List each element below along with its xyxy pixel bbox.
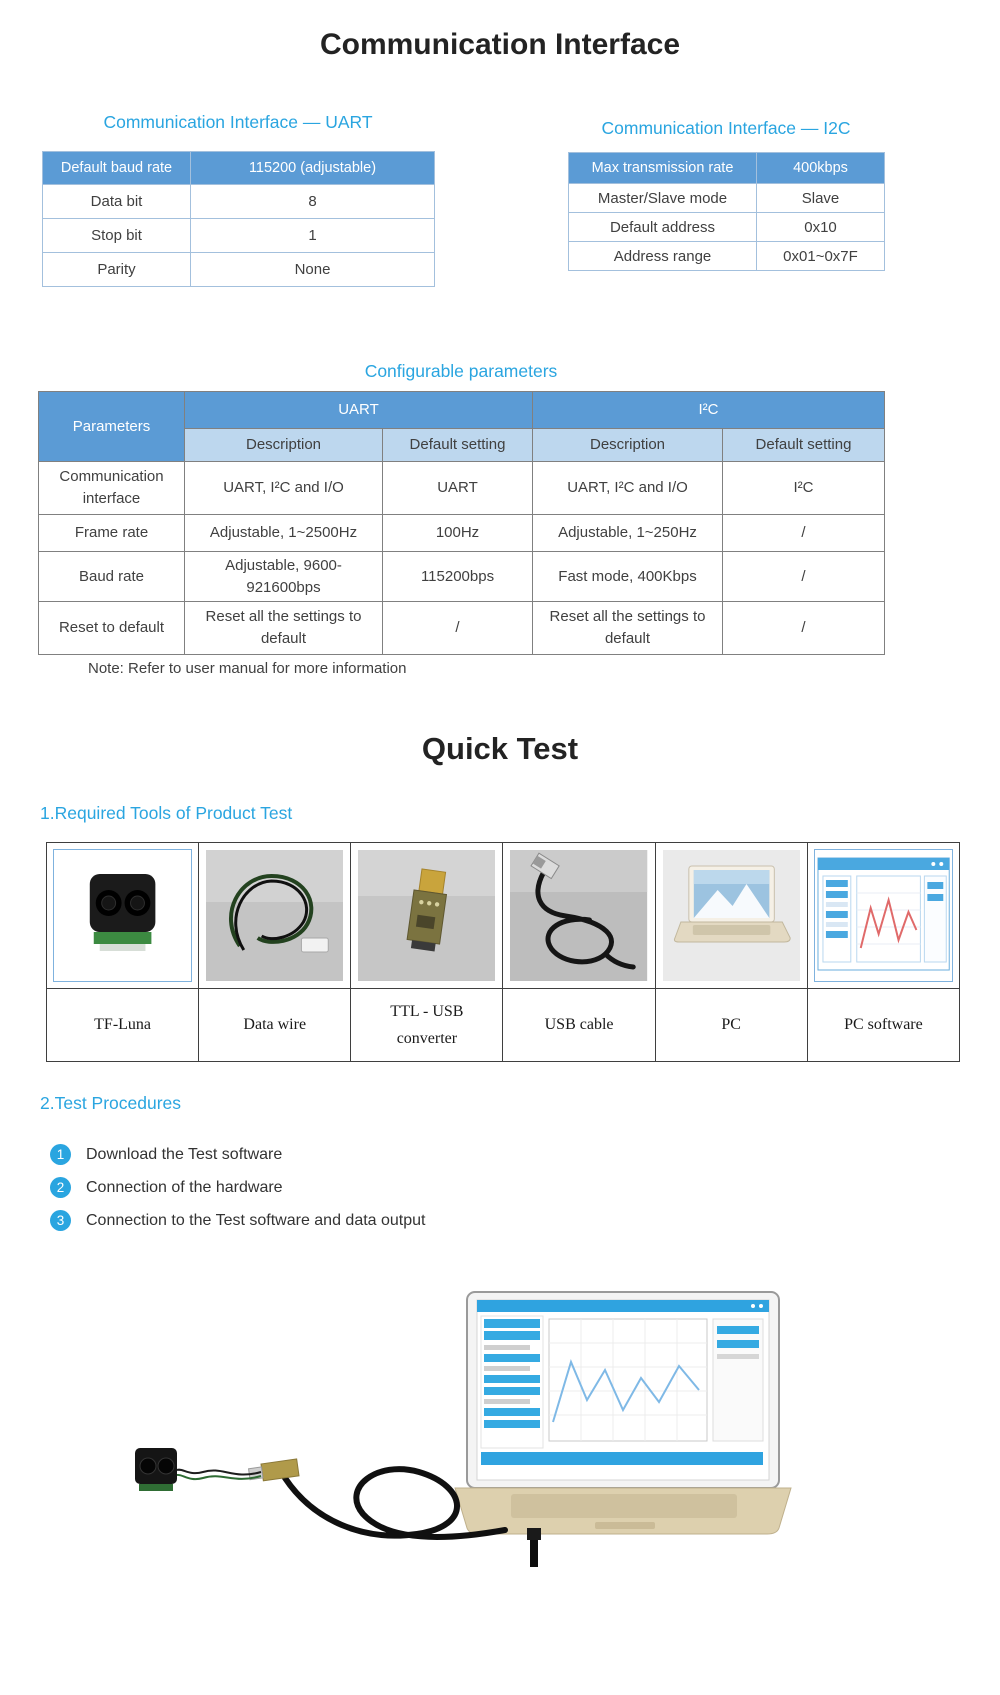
cell: /	[723, 552, 885, 602]
table-row	[569, 184, 885, 213]
table-row	[43, 219, 435, 253]
i2c-table	[568, 152, 885, 271]
usb-cable-image	[510, 850, 647, 981]
table-row	[39, 552, 885, 602]
pc-photo	[663, 850, 800, 981]
uart-header-key: Default baud rate	[43, 152, 191, 185]
cell: /	[383, 602, 533, 655]
step-number-badge: 1	[50, 1144, 71, 1165]
uart-header-value: 115200 (adjustable)	[191, 152, 435, 185]
cell: I²C	[723, 462, 885, 515]
tf-luna-sensor-image	[54, 850, 191, 981]
cell: Fast mode, 400Kbps	[533, 552, 723, 602]
cell: Master/Slave mode	[569, 184, 757, 213]
config-subheader: Default setting	[723, 429, 885, 462]
tool-label: TF-Luna	[47, 989, 199, 1062]
cell	[351, 843, 503, 989]
hardware-connection-photo	[75, 1282, 795, 1567]
cell: Communication interface	[39, 462, 185, 515]
cell: Adjustable, 1~250Hz	[533, 515, 723, 552]
cell: 115200bps	[383, 552, 533, 602]
cell: Reset to default	[39, 602, 185, 655]
cell: 1	[191, 219, 435, 253]
table-row	[569, 242, 885, 271]
cell: Adjustable, 9600-921600bps	[185, 552, 383, 602]
data-wire-photo	[206, 850, 343, 981]
config-subheader: Default setting	[383, 429, 533, 462]
data-wire-image	[206, 850, 343, 981]
cell: None	[191, 253, 435, 287]
table-row	[43, 253, 435, 287]
tool-label: TTL - USB converter	[351, 989, 503, 1062]
cell: 0x01~0x7F	[757, 242, 885, 271]
config-subheader: Description	[185, 429, 383, 462]
i2c-header-key: Max transmission rate	[569, 153, 757, 184]
tf-luna-photo	[54, 850, 191, 981]
config-uart-group-header: UART	[185, 392, 533, 429]
tool-label: Data wire	[199, 989, 351, 1062]
cell: Data bit	[43, 185, 191, 219]
laptop-sensor-connection-image	[75, 1282, 795, 1567]
step-text: Connection of the hardware	[86, 1178, 283, 1196]
list-item	[50, 1204, 750, 1237]
cell	[655, 843, 807, 989]
config-subheader: Description	[533, 429, 723, 462]
i2c-header-value: 400kbps	[757, 153, 885, 184]
table-row	[569, 153, 885, 184]
table-row	[39, 602, 885, 655]
tool-label: USB cable	[503, 989, 655, 1062]
cell: Reset all the settings to default	[533, 602, 723, 655]
test-procedures-list	[50, 1138, 750, 1237]
cell: /	[723, 602, 885, 655]
tool-label: PC	[655, 989, 807, 1062]
config-parameters-table	[38, 391, 885, 655]
cell	[807, 843, 959, 989]
required-tools-table	[46, 842, 960, 1062]
table-row	[43, 152, 435, 185]
cell: Adjustable, 1~2500Hz	[185, 515, 383, 552]
cell	[199, 843, 351, 989]
step-number-badge: 2	[50, 1177, 71, 1198]
config-section-heading: Configurable parameters	[364, 361, 558, 381]
uart-section-heading: Communication Interface — UART	[103, 112, 373, 132]
ttl-usb-converter-image	[358, 850, 495, 981]
cell: Frame rate	[39, 515, 185, 552]
cell: Address range	[569, 242, 757, 271]
cell	[503, 843, 655, 989]
list-item	[50, 1138, 750, 1171]
cell: 8	[191, 185, 435, 219]
cell: Reset all the settings to default	[185, 602, 383, 655]
usb-cable-photo	[510, 850, 647, 981]
cell: UART	[383, 462, 533, 515]
cell: Slave	[757, 184, 885, 213]
cell: UART, I²C and I/O	[185, 462, 383, 515]
table-row	[569, 213, 885, 242]
i2c-section-heading: Communication Interface — I2C	[601, 118, 851, 138]
list-item	[50, 1171, 750, 1204]
cell: UART, I²C and I/O	[533, 462, 723, 515]
config-table-note: Note: Refer to user manual for more information	[88, 660, 407, 677]
table-row	[39, 462, 885, 515]
cell: Stop bit	[43, 219, 191, 253]
cell: Default address	[569, 213, 757, 242]
cell: Baud rate	[39, 552, 185, 602]
cell: 100Hz	[383, 515, 533, 552]
page-title: Communication Interface	[319, 28, 681, 61]
laptop-image	[663, 850, 800, 981]
test-procedures-heading: 2.Test Procedures	[40, 1093, 182, 1113]
step-number-badge: 3	[50, 1210, 71, 1231]
cell: /	[723, 515, 885, 552]
pc-software-photo	[815, 850, 952, 981]
config-i2c-group-header: I²C	[533, 392, 885, 429]
tool-label: PC software	[807, 989, 959, 1062]
table-row	[43, 185, 435, 219]
config-param-header: Parameters	[39, 392, 185, 462]
step-text: Connection to the Test software and data output	[86, 1211, 426, 1229]
cell: 0x10	[757, 213, 885, 242]
tools-label-row	[47, 989, 960, 1062]
required-tools-heading: 1.Required Tools of Product Test	[40, 803, 293, 823]
table-row	[39, 392, 885, 429]
quick-test-title: Quick Test	[421, 731, 579, 766]
uart-table	[42, 151, 435, 287]
table-row	[39, 515, 885, 552]
tools-image-row	[47, 843, 960, 989]
pc-software-screenshot	[815, 850, 952, 981]
cell	[47, 843, 199, 989]
step-text: Download the Test software	[86, 1145, 283, 1163]
ttl-usb-converter-photo	[358, 850, 495, 981]
cell: Parity	[43, 253, 191, 287]
